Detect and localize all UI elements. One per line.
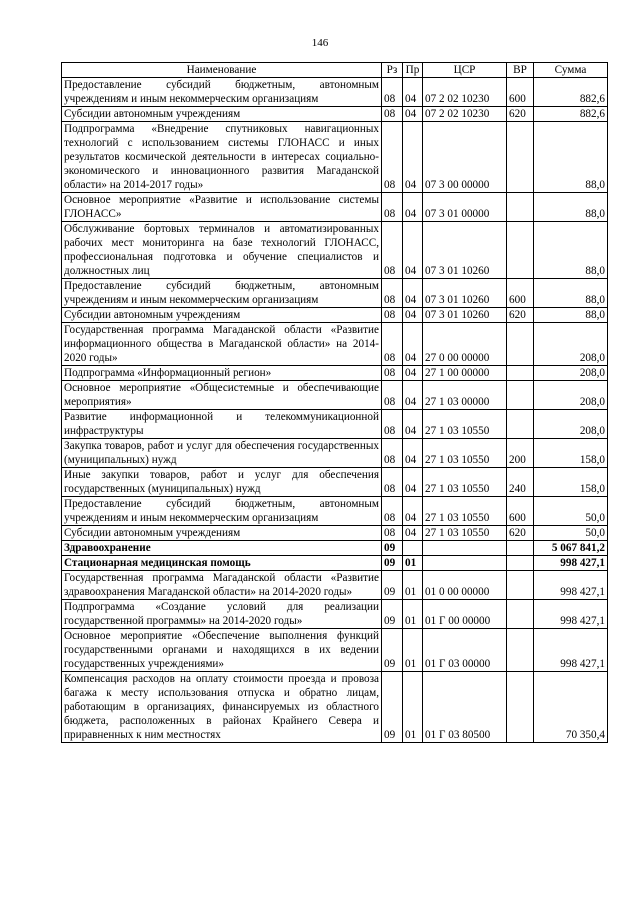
column-header-sum: Сумма (534, 63, 608, 78)
cell-vr (507, 323, 534, 366)
cell-pr: 04 (403, 323, 423, 366)
cell-csr: 27 1 00 00000 (423, 366, 507, 381)
cell-pr: 04 (403, 193, 423, 222)
cell-csr (423, 556, 507, 571)
cell-pr (403, 541, 423, 556)
cell-vr (507, 672, 534, 743)
cell-csr: 01 0 00 00000 (423, 571, 507, 600)
cell-rz: 09 (382, 629, 403, 672)
cell-sum: 88,0 (534, 222, 608, 279)
cell-rz: 08 (382, 439, 403, 468)
cell-rz: 08 (382, 381, 403, 410)
cell-rz: 08 (382, 107, 403, 122)
cell-vr (507, 629, 534, 672)
cell-vr (507, 381, 534, 410)
cell-rz: 08 (382, 366, 403, 381)
cell-rz: 09 (382, 556, 403, 571)
cell-name: Основное мероприятие «Обеспечение выполнения функций государственными органами и находящихся в их ведении государственных учреждениями» (62, 629, 382, 672)
table-row (62, 672, 608, 743)
table-row (62, 526, 608, 541)
cell-name: Стационарная медицинская помощь (62, 556, 382, 571)
cell-rz: 08 (382, 526, 403, 541)
cell-sum: 882,6 (534, 78, 608, 107)
cell-rz: 08 (382, 193, 403, 222)
column-header-name: Наименование (62, 63, 382, 78)
cell-pr: 01 (403, 571, 423, 600)
cell-sum: 882,6 (534, 107, 608, 122)
cell-name: Иные закупки товаров, работ и услуг для обеспечения государственных (муниципальных) нужд (62, 468, 382, 497)
cell-csr: 01 Г 03 00000 (423, 629, 507, 672)
table-row (62, 107, 608, 122)
cell-csr: 27 0 00 00000 (423, 323, 507, 366)
cell-name: Государственная программа Магаданской области «Развитие здравоохранения Магаданской области» на 2014-2020 годы» (62, 571, 382, 600)
cell-sum: 998 427,1 (534, 556, 608, 571)
cell-rz: 08 (382, 308, 403, 323)
table-row (62, 439, 608, 468)
cell-rz: 08 (382, 468, 403, 497)
column-header-csr: ЦСР (423, 63, 507, 78)
cell-pr: 04 (403, 122, 423, 193)
column-header-pr: Пр (403, 63, 423, 78)
table-row (62, 381, 608, 410)
cell-csr: 27 1 03 10550 (423, 439, 507, 468)
cell-rz: 08 (382, 323, 403, 366)
cell-name: Предоставление субсидий бюджетным, автономным учреждениям и иным некоммерческим организациям (62, 497, 382, 526)
cell-vr (507, 541, 534, 556)
cell-vr (507, 600, 534, 629)
cell-pr: 04 (403, 526, 423, 541)
table-row (62, 308, 608, 323)
cell-pr: 04 (403, 308, 423, 323)
cell-rz: 09 (382, 571, 403, 600)
table-row (62, 600, 608, 629)
table-row (62, 222, 608, 279)
cell-vr (507, 122, 534, 193)
cell-csr: 07 3 00 00000 (423, 122, 507, 193)
budget-table (61, 62, 608, 743)
cell-rz: 08 (382, 222, 403, 279)
table-row (62, 410, 608, 439)
cell-sum: 208,0 (534, 410, 608, 439)
cell-name: Предоставление субсидий бюджетным, автономным учреждениям и иным некоммерческим организациям (62, 279, 382, 308)
cell-rz: 09 (382, 672, 403, 743)
cell-name: Субсидии автономным учреждениям (62, 308, 382, 323)
cell-name: Основное мероприятие «Общесистемные и обеспечивающие мероприятия» (62, 381, 382, 410)
cell-csr: 27 1 03 10550 (423, 526, 507, 541)
cell-name: Развитие информационной и телекоммуникационной инфраструктуры (62, 410, 382, 439)
cell-pr: 04 (403, 497, 423, 526)
table-header-row (62, 63, 608, 78)
cell-vr (507, 193, 534, 222)
table-row (62, 323, 608, 366)
cell-csr: 07 3 01 10260 (423, 222, 507, 279)
cell-csr: 01 Г 03 80500 (423, 672, 507, 743)
cell-vr: 600 (507, 78, 534, 107)
cell-sum: 158,0 (534, 468, 608, 497)
table-row (62, 497, 608, 526)
cell-sum: 158,0 (534, 439, 608, 468)
cell-sum: 88,0 (534, 308, 608, 323)
cell-rz: 09 (382, 541, 403, 556)
cell-vr (507, 410, 534, 439)
cell-pr: 01 (403, 672, 423, 743)
cell-csr: 27 1 03 10550 (423, 468, 507, 497)
cell-pr: 04 (403, 410, 423, 439)
cell-vr (507, 222, 534, 279)
cell-vr: 200 (507, 439, 534, 468)
cell-vr: 240 (507, 468, 534, 497)
cell-csr: 07 2 02 10230 (423, 78, 507, 107)
cell-pr: 04 (403, 468, 423, 497)
cell-csr: 27 1 03 00000 (423, 381, 507, 410)
cell-sum: 5 067 841,2 (534, 541, 608, 556)
cell-rz: 08 (382, 497, 403, 526)
cell-pr: 04 (403, 222, 423, 279)
cell-pr: 04 (403, 107, 423, 122)
cell-sum: 998 427,1 (534, 600, 608, 629)
table-row (62, 468, 608, 497)
cell-name: Подпрограмма «Информационный регион» (62, 366, 382, 381)
table-row (62, 629, 608, 672)
cell-csr: 27 1 03 10550 (423, 497, 507, 526)
table-row (62, 556, 608, 571)
table-row (62, 571, 608, 600)
cell-pr: 01 (403, 600, 423, 629)
table-row (62, 366, 608, 381)
cell-sum: 70 350,4 (534, 672, 608, 743)
cell-vr (507, 366, 534, 381)
cell-pr: 04 (403, 366, 423, 381)
cell-pr: 01 (403, 629, 423, 672)
cell-sum: 208,0 (534, 323, 608, 366)
cell-sum: 208,0 (534, 381, 608, 410)
cell-sum: 88,0 (534, 193, 608, 222)
table-body (62, 78, 608, 743)
cell-csr: 27 1 03 10550 (423, 410, 507, 439)
cell-sum: 88,0 (534, 279, 608, 308)
cell-name: Субсидии автономным учреждениям (62, 107, 382, 122)
cell-sum: 998 427,1 (534, 571, 608, 600)
cell-vr: 600 (507, 497, 534, 526)
cell-vr (507, 571, 534, 600)
cell-vr (507, 556, 534, 571)
cell-pr: 01 (403, 556, 423, 571)
cell-csr: 01 Г 00 00000 (423, 600, 507, 629)
cell-vr: 620 (507, 107, 534, 122)
cell-name: Обслуживание бортовых терминалов и автоматизированных рабочих мест мониторинга на базе технологий ГЛОНАСС, профессиональная подготовка и обучение специалистов и должностных лиц (62, 222, 382, 279)
column-header-vr: ВР (507, 63, 534, 78)
cell-csr: 07 2 02 10230 (423, 107, 507, 122)
column-header-rz: Рз (382, 63, 403, 78)
cell-csr: 07 3 01 10260 (423, 279, 507, 308)
cell-name: Государственная программа Магаданской области «Развитие информационного общества в Магаданской области» на 2014-2020 годы» (62, 323, 382, 366)
table-row (62, 541, 608, 556)
cell-name: Закупка товаров, работ и услуг для обеспечения государственных (муниципальных) нужд (62, 439, 382, 468)
cell-vr: 600 (507, 279, 534, 308)
page-number: 146 (311, 37, 329, 49)
cell-sum: 998 427,1 (534, 629, 608, 672)
cell-name: Подпрограмма «Внедрение спутниковых навигационных технологий с использованием системы ГЛОНАСС и иных результатов космической деятельности в интересах социально-экономического и инновационного развития Магаданской области» на 2014-2017 годы» (62, 122, 382, 193)
cell-name: Подпрограмма «Создание условий для реализации государственной программы» на 2014-2020 годы» (62, 600, 382, 629)
cell-vr: 620 (507, 526, 534, 541)
table-row (62, 193, 608, 222)
cell-rz: 08 (382, 78, 403, 107)
cell-sum: 88,0 (534, 122, 608, 193)
cell-csr (423, 541, 507, 556)
cell-vr: 620 (507, 308, 534, 323)
cell-rz: 09 (382, 600, 403, 629)
cell-csr: 07 3 01 00000 (423, 193, 507, 222)
cell-name: Основное мероприятие «Развитие и использование системы ГЛОНАСС» (62, 193, 382, 222)
cell-name: Здравоохранение (62, 541, 382, 556)
cell-csr: 07 3 01 10260 (423, 308, 507, 323)
cell-sum: 50,0 (534, 497, 608, 526)
cell-pr: 04 (403, 279, 423, 308)
cell-name: Предоставление субсидий бюджетным, автономным учреждениям и иным некоммерческим организациям (62, 78, 382, 107)
cell-rz: 08 (382, 122, 403, 193)
cell-pr: 04 (403, 78, 423, 107)
table-row (62, 78, 608, 107)
table-row (62, 279, 608, 308)
cell-sum: 208,0 (534, 366, 608, 381)
cell-name: Субсидии автономным учреждениям (62, 526, 382, 541)
cell-pr: 04 (403, 439, 423, 468)
cell-sum: 50,0 (534, 526, 608, 541)
cell-pr: 04 (403, 381, 423, 410)
table-row (62, 122, 608, 193)
cell-rz: 08 (382, 279, 403, 308)
cell-name: Компенсация расходов на оплату стоимости проезда и провоза багажа к месту использования отпуска и обратно лицам, работающим в организациях, финансируемых из областного бюджета, расположенных в районах Крайнего Севера и приравненных к ним местностях (62, 672, 382, 743)
cell-rz: 08 (382, 410, 403, 439)
